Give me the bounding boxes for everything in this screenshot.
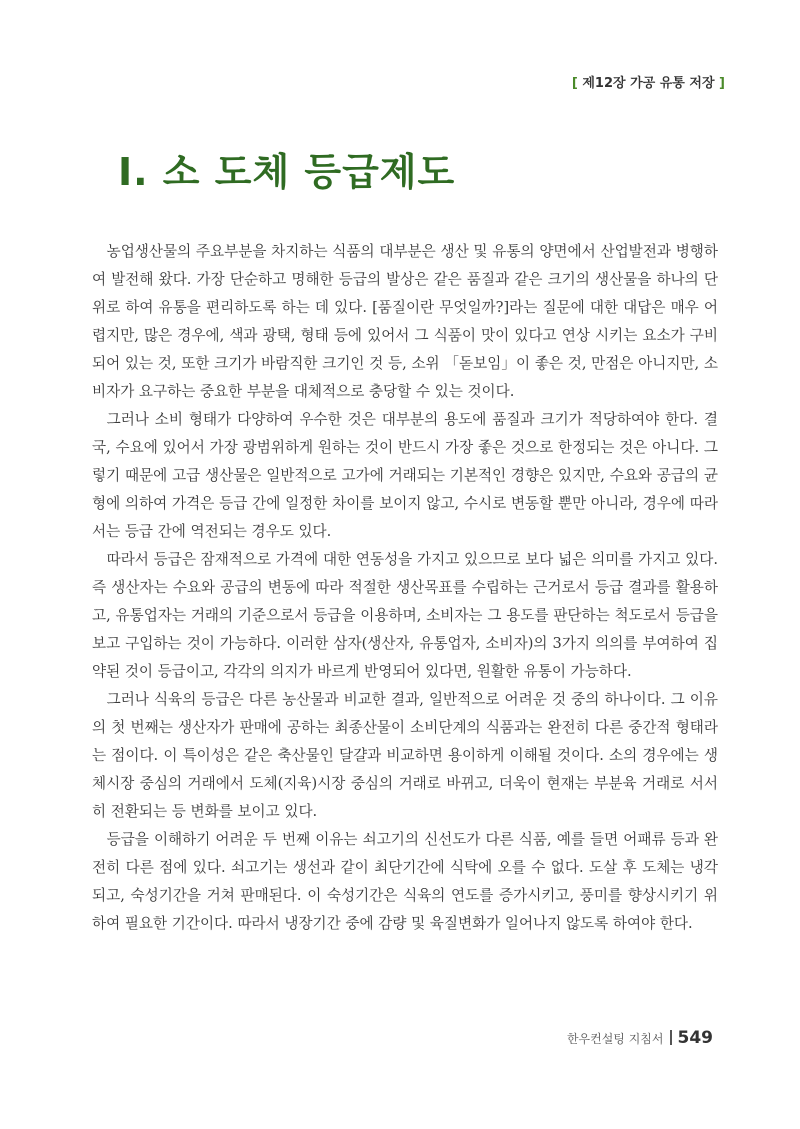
body-text: [92, 238, 718, 938]
paragraph: 따라서 등급은 잠재적으로 가격에 대한 연동성을 가지고 있으므로 보다 넓은 의미를 가지고 있다. 즉 생산자는 수요와 공급의 변동에 따라 적절한 생산목표를 수립하는 근거로서 등급 결과를 활용하고, 유통업자는 거래의 기준으로서 등급을 이용하며, 소비자는 그 용도를 판단하는 척도로서 등급을 보고 구입하는 것이 가능하다. 이러한 삼자(생산자, 유통업자, 소비자)의 3가지 의의를 부여하여 집약된 것이 등급이고, 각각의 의지가 바르게 반영되어 있다면, 원활한 유통이 가능하다.: [92, 551, 718, 680]
chapter-header-bracket-close: ]: [719, 76, 725, 91]
chapter-header: [572, 72, 725, 91]
footer-book-name: 한우컨설팅 지침서: [566, 1032, 664, 1046]
section-title: Ⅰ. 소 도체 등급제도: [118, 150, 456, 194]
page-number: 549: [677, 1028, 713, 1048]
footer-divider: [670, 1030, 672, 1045]
chapter-header-title: 제12장 가공 유통 저장: [582, 76, 715, 91]
chapter-header-bracket-open: [: [571, 76, 578, 91]
paragraph: 그러나 식육의 등급은 다른 농산물과 비교한 결과, 일반적으로 어려운 것 중의 하나이다. 그 이유의 첫 번째는 생산자가 판매에 공하는 최종산물이 소비단계의 식품과는 완전히 다른 중간적 형태라는 점이다. 이 특이성은 같은 축산물인 달걀과 비교하면 용이하게 이해될 것이다. 소의 경우에는 생체시장 중심의 거래에서 도체(지육)시장 중심의 거래로 바뀌고, 더욱이 현재는 부분육 거래로 서서히 전환되는 등 변화를 보이고 있다.: [92, 691, 718, 820]
paragraph: 등급을 이해하기 어려운 두 번째 이유는 쇠고기의 신선도가 다른 식품, 예를 들면 어패류 등과 완전히 다른 점에 있다. 쇠고기는 생선과 같이 최단기간에 식탁에 오를 수 없다. 도살 후 도체는 냉각되고, 숙성기간을 거쳐 판매된다. 이 숙성기간은 식육의 연도를 증가시키고, 풍미를 향상시키기 위하여 필요한 기간이다. 따라서 냉장기간 중에 감량 및 육질변화가 일어나지 않도록 하여야 한다.: [92, 831, 718, 932]
page-footer: [567, 1028, 713, 1048]
paragraph: 농업생산물의 주요부분을 차지하는 식품의 대부분은 생산 및 유통의 양면에서 산업발전과 병행하여 발전해 왔다. 가장 단순하고 명해한 등급의 발상은 같은 품질과 같은 크기의 생산물을 하나의 단위로 하여 유통을 편리하도록 하는 데 있다. [품질이란 무엇일까?]라는 질문에 대한 대답은 매우 어렵지만, 많은 경우에, 색과 광택, 형태 등에 있어서 그 식품이 맛이 있다고 연상 시키는 요소가 구비되어 있는 것, 또한 크기가 바람직한 크기인 것 등, 소위 「돋보임」이 좋은 것, 만점은 아니지만, 소비자가 요구하는 중요한 부분을 대체적으로 충당할 수 있는 것이다.: [92, 243, 718, 400]
paragraph: 그러나 소비 형태가 다양하여 우수한 것은 대부분의 용도에 품질과 크기가 적당하여야 한다. 결국, 수요에 있어서 가장 광범위하게 원하는 것이 반드시 가장 좋은 것으로 한정되는 것은 아니다. 그렇기 때문에 고급 생산물은 일반적으로 고가에 거래되는 기본적인 경향은 있지만, 수요와 공급의 균형에 의하여 가격은 등급 간에 일정한 차이를 보이지 않고, 수시로 변동할 뿐만 아니라, 경우에 따라서는 등급 간에 역전되는 경우도 있다.: [92, 411, 718, 540]
